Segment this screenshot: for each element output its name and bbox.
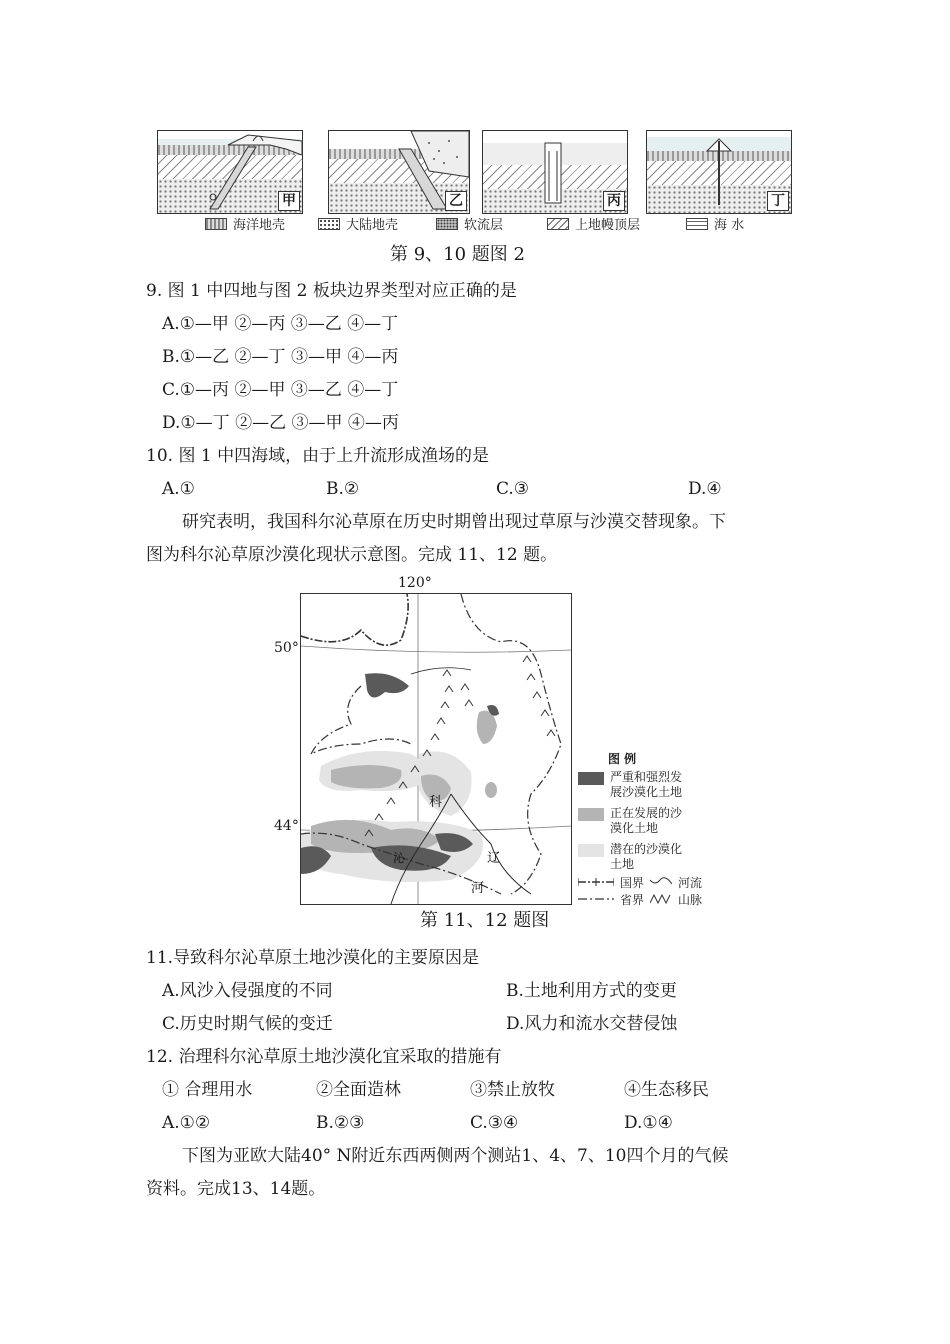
q12-measure-4: ④生态移民: [624, 1080, 709, 1100]
section-panel-jia: [157, 130, 303, 214]
q12-measure-3: ③禁止放牧: [470, 1080, 555, 1100]
northern-river: [411, 668, 471, 674]
legend-upper-mantle: 上地幔顶层: [547, 214, 640, 233]
map-label-liao: 辽: [487, 851, 501, 866]
map-label-he: 河: [471, 881, 485, 896]
q10-option-b: B.②: [326, 479, 360, 499]
q12-measure-1: ① 合理用水: [162, 1080, 253, 1100]
legend-potential: 潜在的沙漠化 土地: [578, 842, 682, 872]
intro-11-12-line2: 图为科尔沁草原沙漠化现状示意图。完成 11、12 题。: [146, 545, 558, 565]
provincial-border-symbol: [578, 893, 614, 905]
q12-measure-2: ②全面造林: [316, 1080, 401, 1100]
intro-13-14-line2: 资料。完成13、14题。: [146, 1179, 326, 1199]
q10-option-c: C.③: [496, 479, 530, 499]
map-caption: 第 11、12 题图: [420, 910, 550, 931]
q9-option-c: C.①—丙 ②—甲 ③—乙 ④—丁: [162, 380, 399, 400]
q11-option-d: D.风力和流水交替侵蚀: [506, 1014, 678, 1034]
provincial-border-west: [311, 686, 411, 754]
q12-option-d: D.①④: [624, 1113, 673, 1133]
national-border-symbol: [578, 876, 614, 888]
legend-seawater: 海 水: [686, 214, 744, 233]
q9-option-b: B.①—乙 ②—丁 ③—甲 ④—丙: [162, 347, 399, 367]
map-lat-44-label: 44°: [274, 818, 299, 834]
intro-13-14-line1: 下图为亚欧大陆40° N附近东西两侧两个测站1、4、7、10四个月的气候: [182, 1146, 729, 1166]
q11-option-b: B.土地利用方式的变更: [506, 981, 677, 1001]
legend-border-river: 国界 河流: [578, 876, 702, 891]
q12-option-c: C.③④: [470, 1113, 519, 1133]
q11-option-a: A.风沙入侵强度的不同: [162, 981, 333, 1001]
q9-option-d: D.①—丁 ②—乙 ③—甲 ④—丙: [162, 413, 399, 433]
mountain-symbol: [650, 893, 672, 905]
q9-stem: 9. 图 1 中四地与图 2 板块边界类型对应正确的是: [146, 281, 517, 301]
q11-stem: 11.导致科尔沁草原土地沙漠化的主要原因是: [146, 948, 480, 968]
q12-option-b: B.②③: [316, 1113, 365, 1133]
legend-continental-crust: 大陆地壳: [318, 214, 398, 233]
legend-developing-swatch: [578, 808, 604, 821]
map-longitude-label: 120°: [398, 575, 432, 591]
panel-label-jia: 甲: [278, 191, 300, 211]
legend-province-mountain: 省界 山脉: [578, 893, 702, 908]
legend-ocean-crust: 海洋地壳: [205, 214, 285, 233]
intro-11-12-line1: 研究表明，我国科尔沁草原在历史时期曾出现过草原与沙漠交替现象。下: [182, 512, 726, 532]
figure-2-caption: 第 9、10 题图 2: [390, 244, 525, 265]
map-legend-title: 图 例: [608, 752, 637, 766]
river-symbol: [650, 876, 672, 888]
legend-asthenosphere: 软流层: [436, 214, 503, 233]
map-label-ke: 科: [429, 795, 443, 810]
panel-label-yi: 乙: [445, 191, 467, 211]
panel-label-ding: 丁: [767, 191, 789, 211]
q12-stem: 12. 治理科尔沁草原土地沙漠化宜采取的措施有: [146, 1047, 502, 1067]
q10-option-d: D.④: [688, 479, 722, 499]
legend-severe-swatch: [578, 772, 604, 785]
q10-stem: 10. 图 1 中四海域，由于上升流形成渔场的是: [146, 446, 490, 466]
q12-option-a: A.①②: [162, 1113, 211, 1133]
q9-option-a: A.①—甲 ②—丙 ③—乙 ④—丁: [162, 314, 399, 334]
map-lat-50-label: 50°: [274, 640, 299, 656]
legend-severe: 严重和强烈发 展沙漠化土地: [578, 770, 682, 800]
panel-label-bing: 丙: [603, 191, 625, 211]
q10-option-a: A.①: [162, 479, 195, 499]
national-border: [301, 594, 408, 645]
section-panel-ding: [646, 130, 792, 214]
q11-option-c: C.历史时期气候的变迁: [162, 1014, 333, 1034]
horqin-map: [300, 593, 572, 905]
map-label-qin: 沁: [393, 851, 406, 865]
section-panel-yi: [328, 130, 470, 214]
legend-developing: 正在发展的沙 漠化土地: [578, 806, 682, 836]
section-panel-bing: [482, 130, 628, 214]
legend-potential-swatch: [578, 844, 604, 857]
